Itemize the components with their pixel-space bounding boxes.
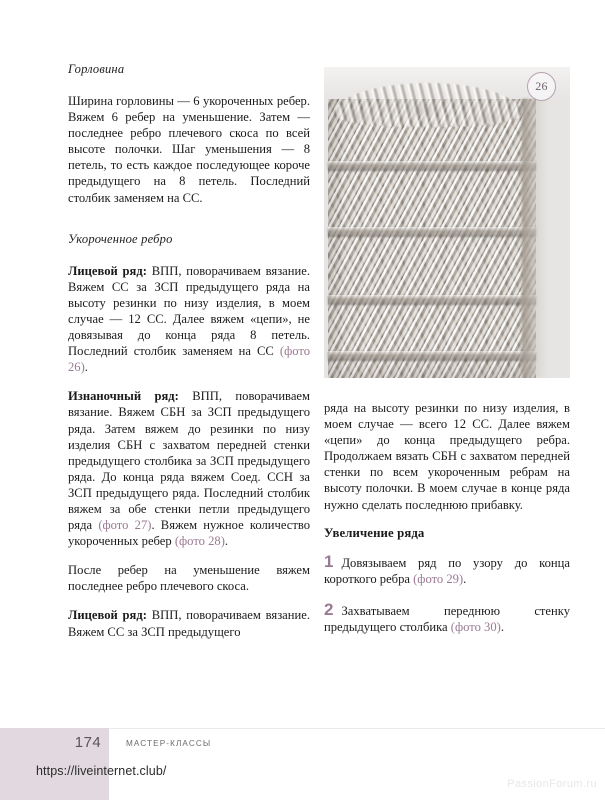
watermark-passionforum: PassionForum.ru	[507, 778, 597, 790]
paragraph-text-mid: . Вяжем нужное количество укороченных ребер	[68, 518, 310, 549]
paragraph-front-row-1	[68, 263, 310, 376]
photo-reference: (фото 26)	[68, 344, 310, 375]
paragraph-lead-label: Лицевой ряд:	[68, 263, 147, 278]
paragraph-tail: .	[224, 534, 229, 549]
photo-knitted-swatch	[324, 67, 570, 378]
photo-reference: (фото 28)	[174, 534, 225, 549]
section-heading-increase-row: Увеличение ряда	[324, 525, 425, 540]
step-number: 2	[324, 599, 334, 619]
paragraph-continued: ряда на высоту резинки по низу изделия, в моем случае — всего 12 СС. Далее вяжем «цепи» до конца предыдущего ребра. Продолжаем вязать СБН с захватом передней стенки по всем укороченным ребрам на высоту полочки. В моем случае в конце ряда нужно сделать последнюю прибавку.	[324, 401, 570, 512]
photo-reference: (фото 27)	[98, 518, 152, 533]
right-text-column	[324, 400, 570, 649]
source-url[interactable]: https://liveinternet.club/	[36, 764, 167, 778]
paragraph-back-row	[68, 388, 310, 549]
photo-number-badge: 26	[527, 72, 556, 101]
paragraph-tail: .	[84, 360, 88, 375]
fabric-rib	[328, 161, 536, 170]
photo-reference: (фото 30)	[450, 619, 501, 634]
list-item	[324, 601, 570, 635]
step-text: Довязываем ряд по узору до конца короткого ребра	[324, 555, 570, 586]
photo-reference: (фото 29)	[413, 571, 464, 586]
step-number: 1	[324, 551, 334, 571]
photo-fabric-edge	[522, 99, 548, 378]
fabric-rib	[328, 227, 536, 236]
section-heading-gorlovina: Горловина	[68, 62, 125, 76]
footer-section-label: МАСТЕР-КЛАССЫ	[126, 739, 212, 748]
fabric-rib	[328, 295, 536, 304]
paragraph-after-decrease-ribs: После ребер на уменьшение вяжем последнее ребро плечевого скоса.	[68, 563, 310, 594]
paragraph-text: ВПП, поворачиваем вязание. Вяжем СС за ЗСП предыдущего ряда на высоту резинки по низу изделия, в моем случае — 12 СС. Далее вяжем «цепи», не довязывая до конца ряда 8 петель. Последний столбик заменяем на СС	[68, 263, 310, 359]
section-heading-short-rib: Укороченное ребро	[68, 231, 173, 246]
photo-fabric-texture	[328, 99, 536, 378]
page-number: 174	[74, 734, 102, 751]
paragraph-text: ВПП, поворачиваем вязание. Вяжем СС за ЗСП предыдущего	[68, 608, 310, 639]
paragraph-front-row-2	[68, 607, 310, 639]
paragraph-neckline-width: Ширина горловины — 6 укороченных ребер. Вяжем 6 ребер на уменьшение. Затем — последнее ребро плечевого скоса по всей высоте полочки. Шаг уменьшения — 8 петель, то есть каждое последующее короче предыдущего на 8 петель. Последний столбик заменяем на СС.	[68, 94, 310, 205]
paragraph-lead-label: Изнаночный ряд:	[68, 389, 179, 404]
paragraph-text: ВПП, поворачиваем вязание. Вяжем СБН за ЗСП предыдущего ряда. Затем вяжем до резинки по низу изделия СБН с захватом передней стенки предыдущего столбика за ЗСП предыдущего ряда. До конца ряда вяжем Соед. ССН за ЗСП предыдущего ряда. Последний столбик вяжем за обе стенки петли предыдущего ряда	[68, 389, 310, 533]
fabric-rib	[328, 351, 536, 360]
step-tail: .	[463, 571, 467, 586]
left-text-column	[68, 62, 310, 640]
step-text: Захватываем переднюю стенку предыдущего столбика	[324, 603, 570, 634]
step-tail: .	[500, 619, 504, 634]
paragraph-lead-label: Лицевой ряд:	[68, 608, 147, 623]
list-item	[324, 553, 570, 587]
